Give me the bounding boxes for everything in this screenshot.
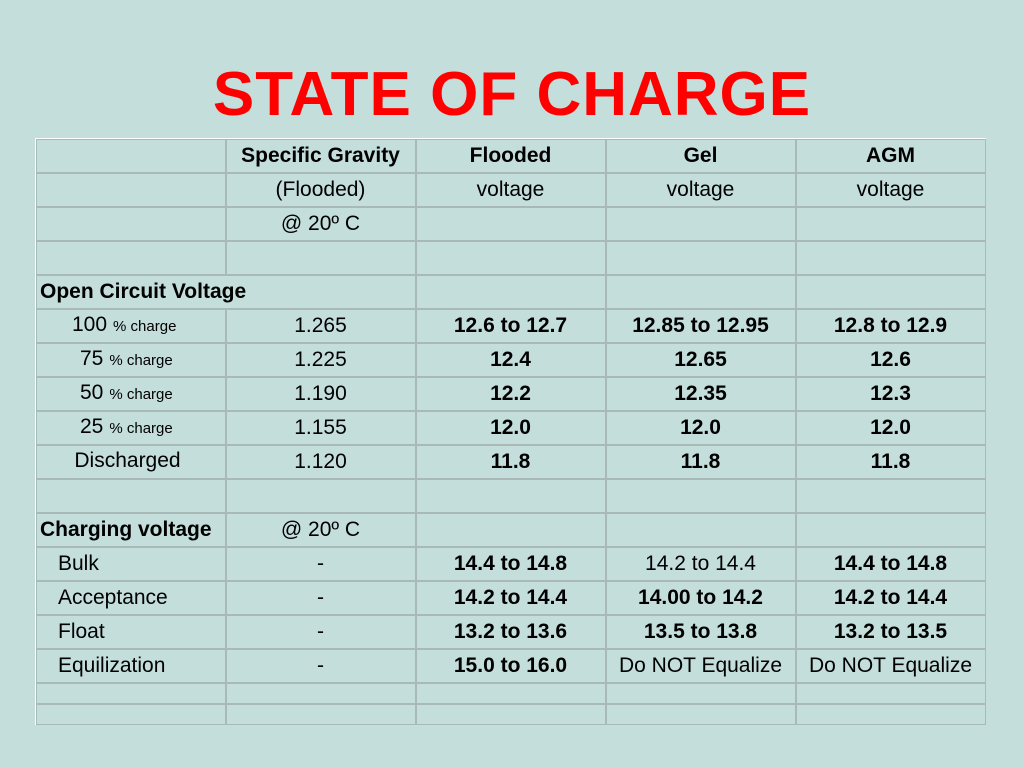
empty-cell	[36, 241, 226, 275]
state-of-charge-table	[35, 138, 986, 725]
blank-row	[36, 704, 986, 725]
ocv-unit: % charge	[109, 419, 173, 437]
header-cell	[416, 207, 606, 241]
empty-cell	[606, 513, 796, 547]
empty-cell	[796, 513, 986, 547]
charging-gel: 14.2 to 14.4	[606, 547, 796, 581]
charging-gel: Do NOT Equalize	[606, 649, 796, 683]
ocv-agm: 12.6	[796, 343, 986, 377]
ocv-agm: 12.3	[796, 377, 986, 411]
empty-cell	[416, 241, 606, 275]
charging-flooded: 14.2 to 14.4	[416, 581, 606, 615]
ocv-sg: 1.225	[226, 343, 416, 377]
empty-cell	[796, 704, 986, 725]
ocv-flooded: 12.6 to 12.7	[416, 309, 606, 343]
charging-sg: -	[226, 615, 416, 649]
charging-agm: 14.4 to 14.8	[796, 547, 986, 581]
blank-row	[36, 241, 986, 275]
charging-row-acceptance	[36, 581, 986, 615]
header-row-3	[36, 207, 986, 241]
ocv-level-cell	[36, 411, 226, 445]
ocv-level-cell	[36, 377, 226, 411]
ocv-row-50	[36, 377, 986, 411]
empty-cell	[226, 241, 416, 275]
ocv-level-cell	[36, 309, 226, 343]
header-agm-subtitle: voltage	[796, 173, 986, 207]
charging-section-row	[36, 513, 986, 547]
ocv-level: 25	[80, 414, 104, 438]
ocv-level: Discharged	[74, 448, 181, 472]
header-flooded-subtitle: voltage	[416, 173, 606, 207]
empty-cell	[226, 704, 416, 725]
ocv-row-75	[36, 343, 986, 377]
ocv-sg: 1.155	[226, 411, 416, 445]
ocv-flooded: 12.4	[416, 343, 606, 377]
ocv-gel: 12.0	[606, 411, 796, 445]
charging-stage: Bulk	[36, 547, 226, 581]
charging-section-label: Charging voltage	[36, 513, 226, 547]
ocv-sg: 1.120	[226, 445, 416, 479]
charging-row-float	[36, 615, 986, 649]
header-agm: AGM	[796, 139, 986, 173]
header-gel: Gel	[606, 139, 796, 173]
ocv-row-100	[36, 309, 986, 343]
ocv-gel: 12.35	[606, 377, 796, 411]
ocv-level-cell	[36, 445, 226, 479]
empty-cell	[796, 683, 986, 704]
ocv-agm: 11.8	[796, 445, 986, 479]
empty-cell	[796, 241, 986, 275]
header-sg-temperature: @ 20º C	[226, 207, 416, 241]
charging-agm: 13.2 to 13.5	[796, 615, 986, 649]
empty-cell	[606, 683, 796, 704]
ocv-flooded: 12.0	[416, 411, 606, 445]
charging-stage: Acceptance	[36, 581, 226, 615]
ocv-row-25	[36, 411, 986, 445]
empty-cell	[416, 275, 606, 309]
ocv-gel: 12.65	[606, 343, 796, 377]
ocv-section-label: Open Circuit Voltage	[36, 275, 416, 309]
empty-cell	[36, 683, 226, 704]
header-sg-subtitle: (Flooded)	[226, 173, 416, 207]
header-row-2	[36, 173, 986, 207]
header-row-1	[36, 139, 986, 173]
blank-row	[36, 683, 986, 704]
blank-row	[36, 479, 986, 513]
ocv-unit: % charge	[113, 317, 177, 335]
empty-cell	[416, 513, 606, 547]
charging-sg: -	[226, 649, 416, 683]
header-cell	[606, 207, 796, 241]
header-flooded: Flooded	[416, 139, 606, 173]
charging-flooded: 13.2 to 13.6	[416, 615, 606, 649]
charging-flooded: 15.0 to 16.0	[416, 649, 606, 683]
ocv-unit: % charge	[109, 385, 173, 403]
header-cell	[36, 207, 226, 241]
empty-cell	[226, 683, 416, 704]
charging-agm: 14.2 to 14.4	[796, 581, 986, 615]
empty-cell	[606, 479, 796, 513]
ocv-section-row	[36, 275, 986, 309]
ocv-sg: 1.190	[226, 377, 416, 411]
empty-cell	[796, 275, 986, 309]
empty-cell	[416, 704, 606, 725]
empty-cell	[416, 479, 606, 513]
empty-cell	[416, 683, 606, 704]
header-cell	[36, 173, 226, 207]
charging-stage: Float	[36, 615, 226, 649]
empty-cell	[36, 704, 226, 725]
empty-cell	[36, 479, 226, 513]
charging-flooded: 14.4 to 14.8	[416, 547, 606, 581]
charging-agm: Do NOT Equalize	[796, 649, 986, 683]
header-specific-gravity: Specific Gravity	[226, 139, 416, 173]
empty-cell	[226, 479, 416, 513]
empty-cell	[606, 275, 796, 309]
charging-sg: -	[226, 581, 416, 615]
charging-sg: -	[226, 547, 416, 581]
header-cell	[36, 139, 226, 173]
ocv-level: 50	[80, 380, 104, 404]
empty-cell	[606, 241, 796, 275]
charging-stage: Equilization	[36, 649, 226, 683]
charging-gel: 14.00 to 14.2	[606, 581, 796, 615]
ocv-level: 75	[80, 346, 104, 370]
slide-title: STATE OF CHARGE	[212, 60, 812, 129]
charging-row-equilization	[36, 649, 986, 683]
ocv-agm: 12.8 to 12.9	[796, 309, 986, 343]
ocv-row-discharged	[36, 445, 986, 479]
charging-row-bulk	[36, 547, 986, 581]
ocv-flooded: 12.2	[416, 377, 606, 411]
ocv-level: 100	[72, 312, 108, 336]
ocv-gel: 11.8	[606, 445, 796, 479]
ocv-level-cell	[36, 343, 226, 377]
charging-gel: 13.5 to 13.8	[606, 615, 796, 649]
header-gel-subtitle: voltage	[606, 173, 796, 207]
ocv-gel: 12.85 to 12.95	[606, 309, 796, 343]
ocv-flooded: 11.8	[416, 445, 606, 479]
ocv-sg: 1.265	[226, 309, 416, 343]
charging-temperature: @ 20º C	[226, 513, 416, 547]
ocv-agm: 12.0	[796, 411, 986, 445]
empty-cell	[796, 479, 986, 513]
header-cell	[796, 207, 986, 241]
ocv-unit: % charge	[109, 351, 173, 369]
empty-cell	[606, 704, 796, 725]
